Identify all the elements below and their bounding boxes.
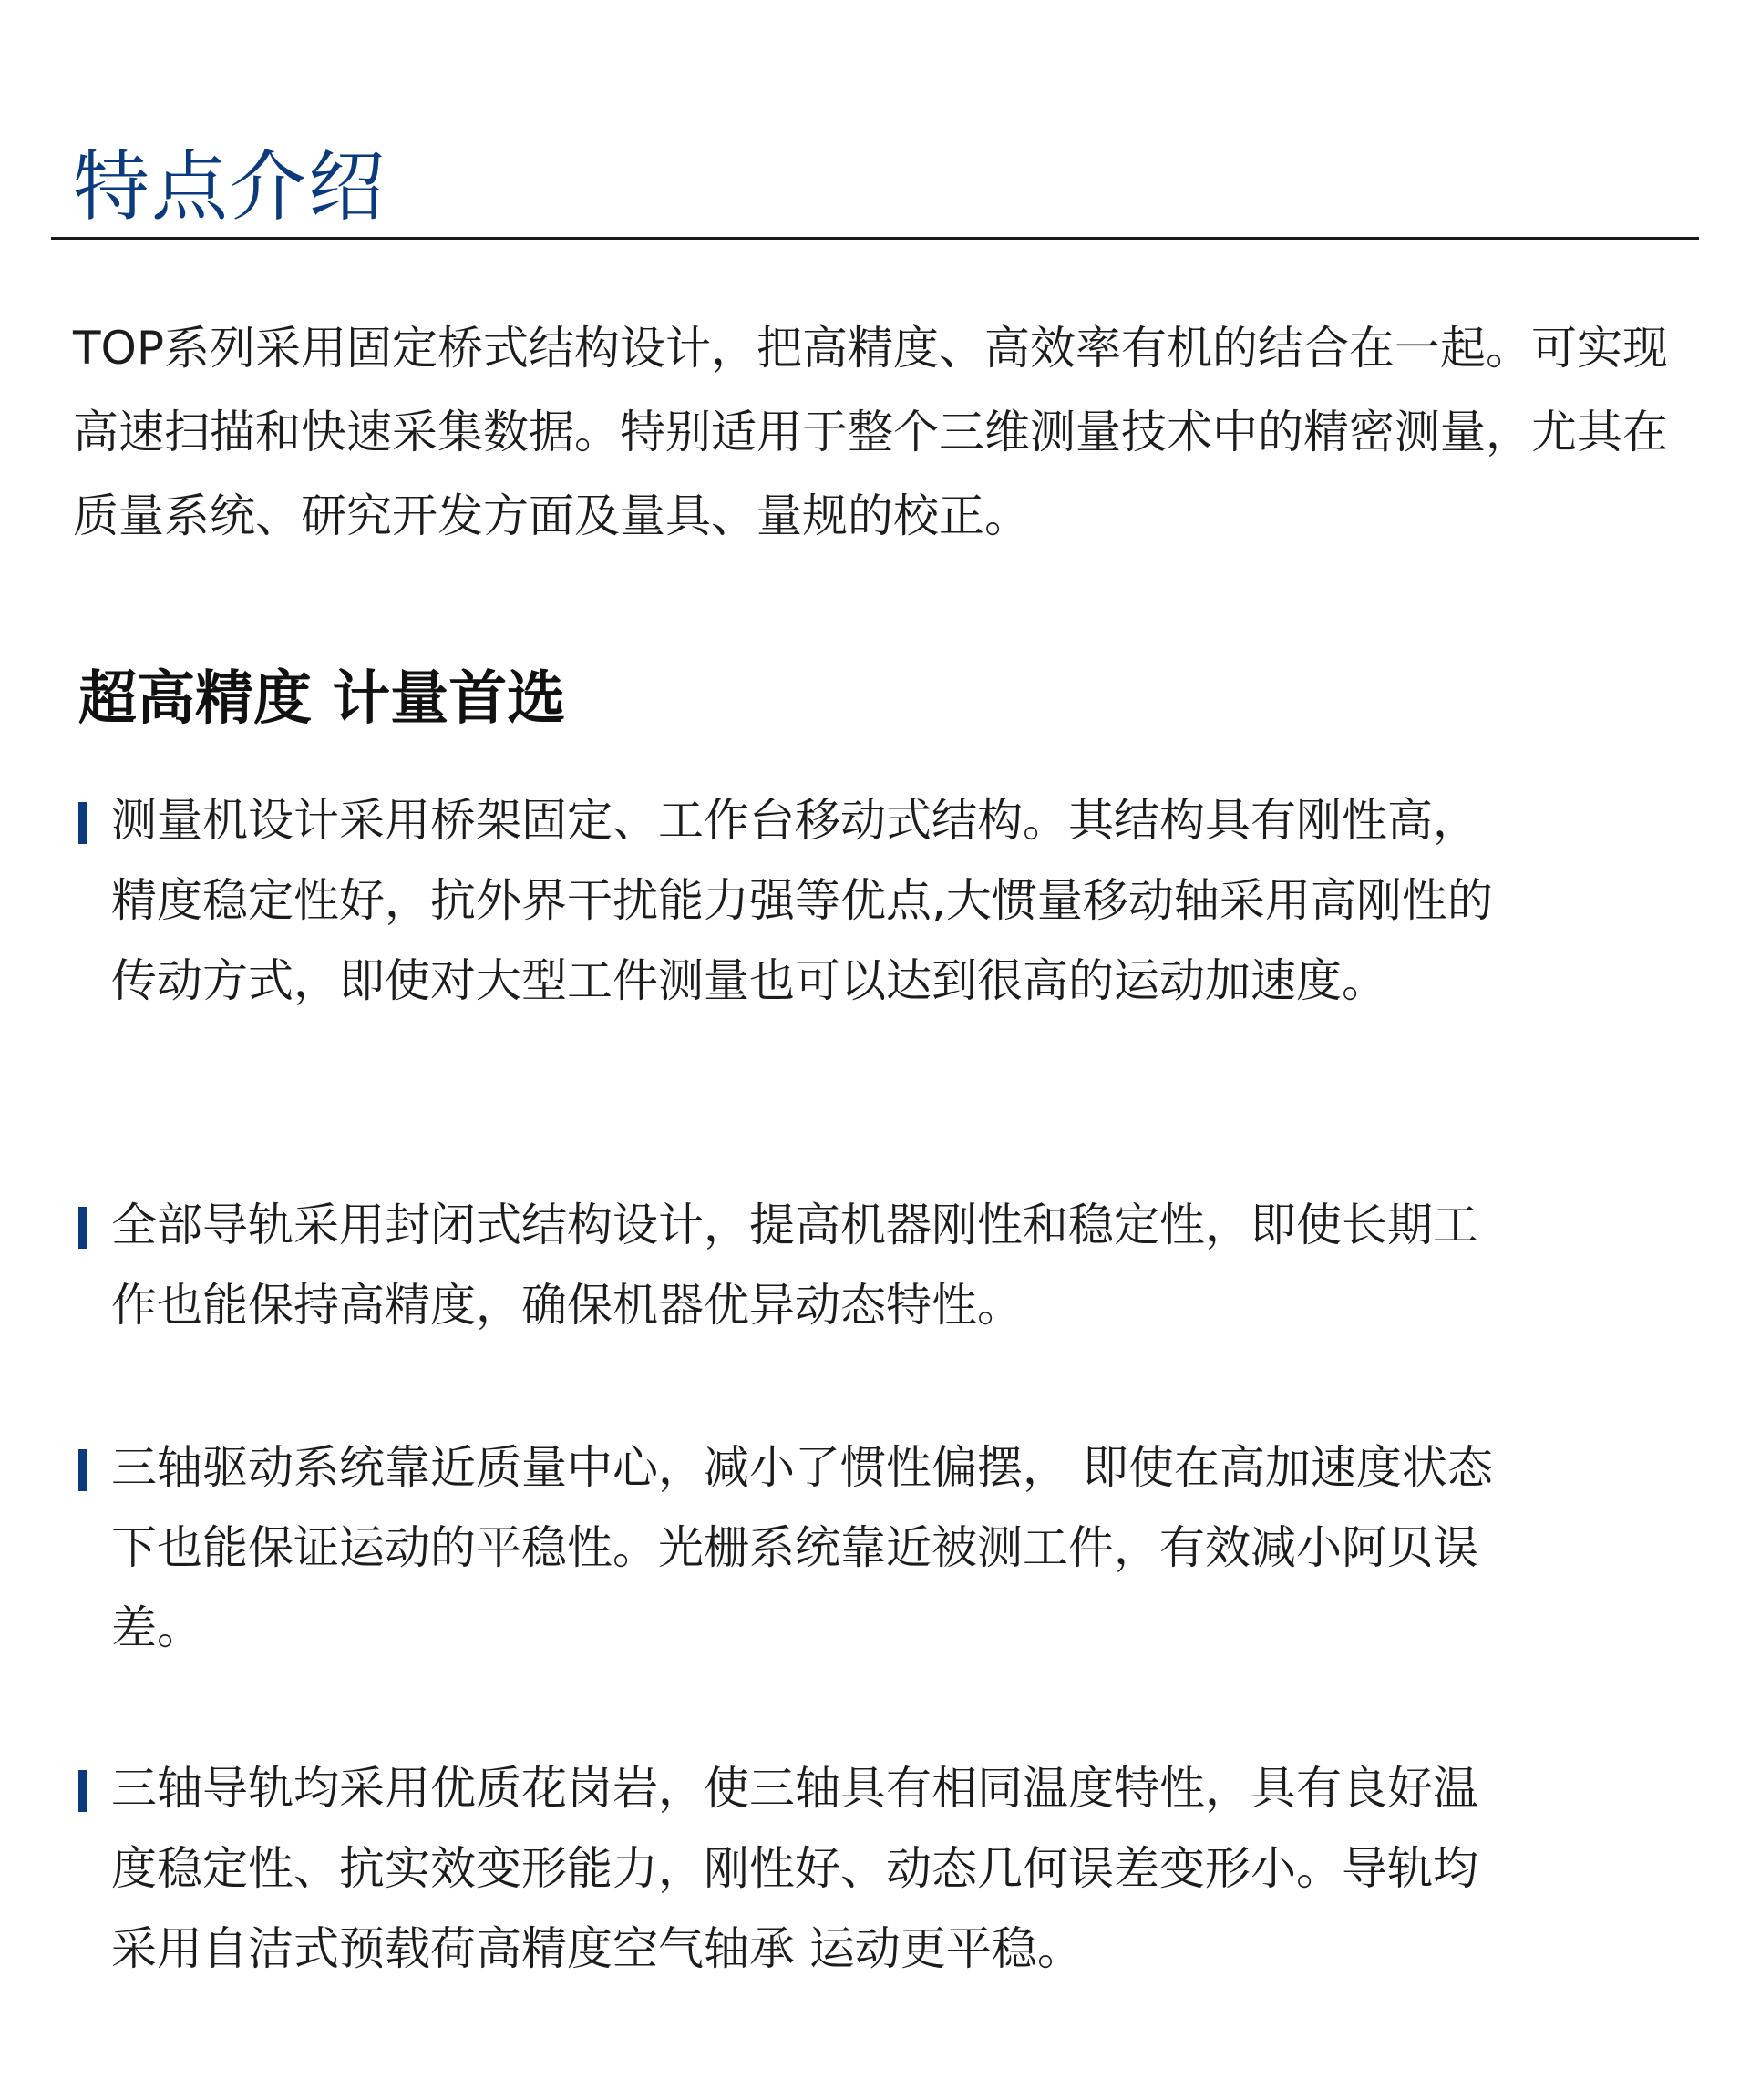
feature-text: 全部导轨采用封闭式结构设计，提高机器刚性和稳定性，即使长期工作也能保持高精度，确保机器优异动态特性。 — [111, 1199, 1478, 1332]
page-title: 特点介绍 — [73, 142, 387, 232]
section-heading: 超高精度 计量首选 — [78, 665, 566, 733]
bullet-bar-icon — [78, 1449, 88, 1491]
feature-text: 三轴驱动系统靠近质量中心，减小了惯性偏摆， 即使在高加速度状态下也能保证运动的平稳性。光栅系统靠近被测工件，有效减小阿贝误差。 — [111, 1441, 1493, 1654]
title-divider — [51, 237, 1699, 240]
intro-paragraph: TOP系列采用固定桥式结构设计，把高精度、高效率有机的结合在一起。可实现高速扫描和快速采集数据。特别适用于整个三维测量技术中的精密测量，尤其在质量系统、研究开发方面及量具、量规的校正。 — [73, 322, 1669, 542]
feature-item — [78, 1185, 1500, 1345]
feature-text: 测量机设计采用桥架固定、工作台移动式结构。其结构具有刚性高，精度稳定性好，抗外界干扰能力强等优点,大惯量移动轴采用高刚性的传动方式，即使对大型工件测量也可以达到很高的运动加速度。 — [111, 794, 1493, 1007]
feature-item — [78, 1427, 1500, 1668]
bullet-bar-icon — [78, 1207, 88, 1249]
feature-item — [78, 1748, 1500, 1989]
feature-item — [78, 780, 1500, 1021]
feature-text: 三轴导轨均采用优质花岗岩，使三轴具有相同温度特性，具有良好温度稳定性、抗实效变形能力，刚性好、动态几何误差变形小。导轨均采用自洁式预载荷高精度空气轴承 运动更平稳。 — [111, 1762, 1478, 1975]
bullet-bar-icon — [78, 802, 88, 844]
bullet-bar-icon — [78, 1770, 88, 1812]
